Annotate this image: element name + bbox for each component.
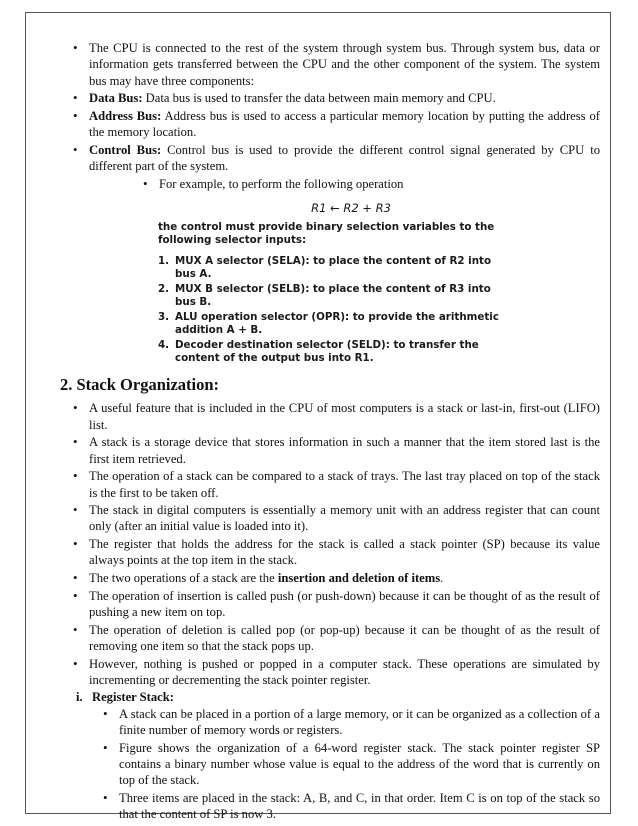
subsection-number: i. xyxy=(76,689,83,704)
data-bus-text: Data bus is used to transfer the data between main memory and CPU. xyxy=(142,91,496,106)
list-item xyxy=(62,108,600,141)
list-item xyxy=(62,142,600,175)
bullet-text: Figure shows the organization of a 64-word register stack. The stack pointer register SP contains a binary number whose value is equal to the address of the word that is currently on top of the stack. xyxy=(119,740,600,788)
list-item xyxy=(62,40,600,89)
list-item xyxy=(62,588,600,621)
bullet-text-pre: The two operations of a stack are the xyxy=(89,571,278,586)
stack-list xyxy=(62,400,600,688)
bullet-text: The operation of a stack can be compared to a stack of trays. The last tray placed on top of the stack is the first to be taken off. xyxy=(89,469,600,500)
bullet-text: The register that holds the address for the stack is called a stack pointer (SP) because its value always points at the top item in the stack. xyxy=(89,537,600,568)
formula-rhs: R2 + R3 xyxy=(343,201,391,216)
list-item xyxy=(62,90,600,106)
bullet-text: A stack is a storage device that stores information in such a manner that the item stored last is the first item retrieved. xyxy=(89,435,600,466)
section-heading: 2. Stack Organization: xyxy=(60,375,220,395)
list-item xyxy=(132,176,600,192)
bullet-text: Three items are placed in the stack: A, B, and C, in that order. Item C is on top of the stack so that the content of SP is now 3. xyxy=(119,791,600,822)
bullet-text: A useful feature that is included in the CPU of most computers is a stack or last-in, first-out (LIFO) list. xyxy=(89,401,600,432)
list-item xyxy=(62,502,600,535)
bullet-text-bold: insertion and deletion of items xyxy=(277,571,441,586)
list-item xyxy=(158,283,503,309)
subsection-title: Register Stack: xyxy=(92,689,174,704)
system-bus-text: The CPU is connected to the rest of the system through system bus. Through system bus, data or information gets transferred between the CPU and the other component of the system. The system bus may have three components: xyxy=(89,41,600,88)
bullet-text: The stack in digital computers is essentially a memory unit with an address register that can count only (after an initial value is loaded into it). xyxy=(89,503,600,534)
item-text: ALU operation selector (OPR): to provide the arithmetic addition A + B. xyxy=(175,311,499,337)
example-text: For example, to perform the following operation xyxy=(159,176,404,191)
register-stack-list xyxy=(92,706,600,823)
formula-lhs: R1 xyxy=(311,201,327,216)
item-number: 3. xyxy=(158,311,170,324)
item-text: Decoder destination selector (SELD): to transfer the content of the output bus into R1. xyxy=(175,339,479,365)
control-bus-term: Control Bus: xyxy=(89,142,162,157)
list-item xyxy=(62,434,600,467)
list-item xyxy=(62,622,600,655)
formula-arrow: ← xyxy=(330,201,340,216)
subsection-heading xyxy=(76,690,600,705)
system-bus-list xyxy=(62,40,600,175)
bullet-text: A stack can be placed in a portion of a large memory, or it can be organized as a collection of a finite number of memory words or registers. xyxy=(119,706,600,738)
bullet-text: The operation of deletion is called pop (or pop-up) because it can be thought of as the result of removing one item so that the stack pops up. xyxy=(89,622,600,654)
bullet-text: However, nothing is pushed or popped in a computer stack. These operations are simulated by incrementing or decrementing the stack pointer register. xyxy=(89,656,600,688)
control-description xyxy=(158,221,600,365)
page-content xyxy=(62,40,600,824)
control-intro: the control must provide binary selection variables to the following selector inputs: xyxy=(158,221,495,247)
list-item xyxy=(62,468,600,501)
address-bus-term: Address Bus: xyxy=(89,108,162,123)
item-number: 1. xyxy=(158,255,170,268)
selector-list xyxy=(158,255,503,365)
control-bus-text: Control bus is used to provide the different control signal generated by CPU to different part of the system. xyxy=(89,142,600,174)
bullet-text-post: . xyxy=(440,571,444,586)
bullet-text: The operation of insertion is called push (or push-down) because it can be thought of as the result of pushing a new item on top. xyxy=(89,588,600,620)
list-item xyxy=(92,706,600,739)
item-text: MUX B selector (SELB): to place the content of R3 into bus B. xyxy=(175,283,491,309)
data-bus-term: Data Bus: xyxy=(89,91,143,106)
list-item xyxy=(62,536,600,569)
item-text: MUX A selector (SELA): to place the content of R2 into bus A. xyxy=(175,255,492,281)
example-list xyxy=(132,176,600,192)
list-item xyxy=(158,339,503,365)
list-item xyxy=(158,255,503,281)
list-item xyxy=(92,740,600,789)
list-item xyxy=(62,400,600,433)
address-bus-text: Address bus is used to access a particular memory location by putting the address of the memory location. xyxy=(89,108,600,140)
list-item xyxy=(62,656,600,689)
micro-operation-formula xyxy=(102,201,600,215)
list-item xyxy=(158,311,503,337)
list-item xyxy=(92,790,600,823)
item-number: 4. xyxy=(158,339,170,352)
list-item xyxy=(62,570,600,586)
item-number: 2. xyxy=(158,283,170,296)
